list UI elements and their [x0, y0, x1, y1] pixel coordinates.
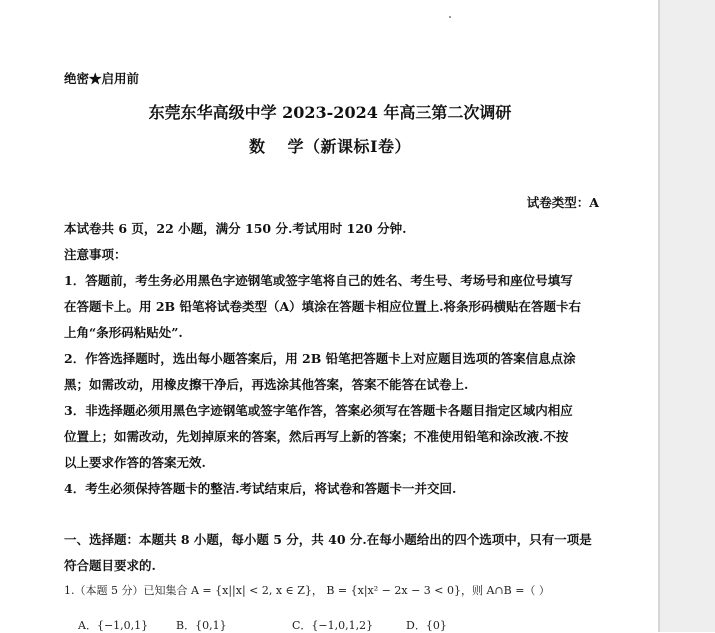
notice-line: 上角“条形码粘贴处”. [64, 325, 183, 340]
option-a: A．{−1,0,1} [78, 619, 149, 632]
confidential-label: 绝密★启用前 [64, 71, 140, 86]
notice-line: 在答题卡上。用 2B 铅笔将试卷类型（A）填涂在答题卡相应位置上.将条形码横贴在答题卡右 [64, 299, 582, 314]
question-1-stem: 1.（本题 5 分）已知集合 A = {x||x| < 2, x ∈ Z}， B = {x|x² − 2x − 3 < 0}，则 A∩B =（ ） [64, 584, 550, 597]
page-speck [449, 16, 451, 18]
exam-title: 东莞东华高级中学 2023-2024 年高三第二次调研 [148, 103, 512, 122]
option-b: B．{0,1} [176, 619, 227, 632]
notice-line: 位置上；如需改动，先划掉原来的答案，然后再写上新的答案；不准使用铅笔和涂改液.不按 [64, 429, 569, 444]
notice-line: 1．答题前，考生务必用黑色字迹钢笔或签字笔将自己的姓名、考生号、考场号和座位号填写 [64, 273, 573, 288]
option-c: C．{−1,0,1,2} [292, 619, 374, 632]
notice-line: 以上要求作答的答案无效. [64, 455, 206, 470]
subject-char: 数 [248, 137, 266, 156]
section-heading-cont: 符合题目要求的. [64, 558, 156, 573]
viewer-gutter [660, 0, 715, 632]
option-d: D．{0} [406, 619, 447, 632]
exam-summary: 本试卷共 6 页，22 小题，满分 150 分.考试用时 120 分钟. [64, 221, 407, 236]
notice-line: 2．作答选择题时，选出每小题答案后，用 2B 铅笔把答题卡上对应题目选项的答案信息点涂 [64, 351, 576, 366]
paper-type: 试卷类型：A [526, 195, 599, 210]
notice-line: 黑；如需改动，用橡皮擦干净后，再选涂其他答案，答案不能答在试卷上. [64, 377, 469, 392]
notice-heading: 注意事项： [64, 247, 127, 262]
section-heading: 一、选择题：本题共 8 小题，每小题 5 分，共 40 分.在每小题给出的四个选项中，只有一项是 [64, 532, 592, 547]
notice-line: 3．非选择题必须用黑色字迹钢笔或签字笔作答，答案必须写在答题卡各题目指定区域内相应 [64, 403, 573, 418]
notice-line: 4．考生必须保持答题卡的整洁.考试结束后，将试卷和答题卡一并交回. [64, 481, 457, 496]
exam-subtitle [0, 134, 660, 157]
subject-rest: 学（新课标I卷） [287, 137, 411, 156]
